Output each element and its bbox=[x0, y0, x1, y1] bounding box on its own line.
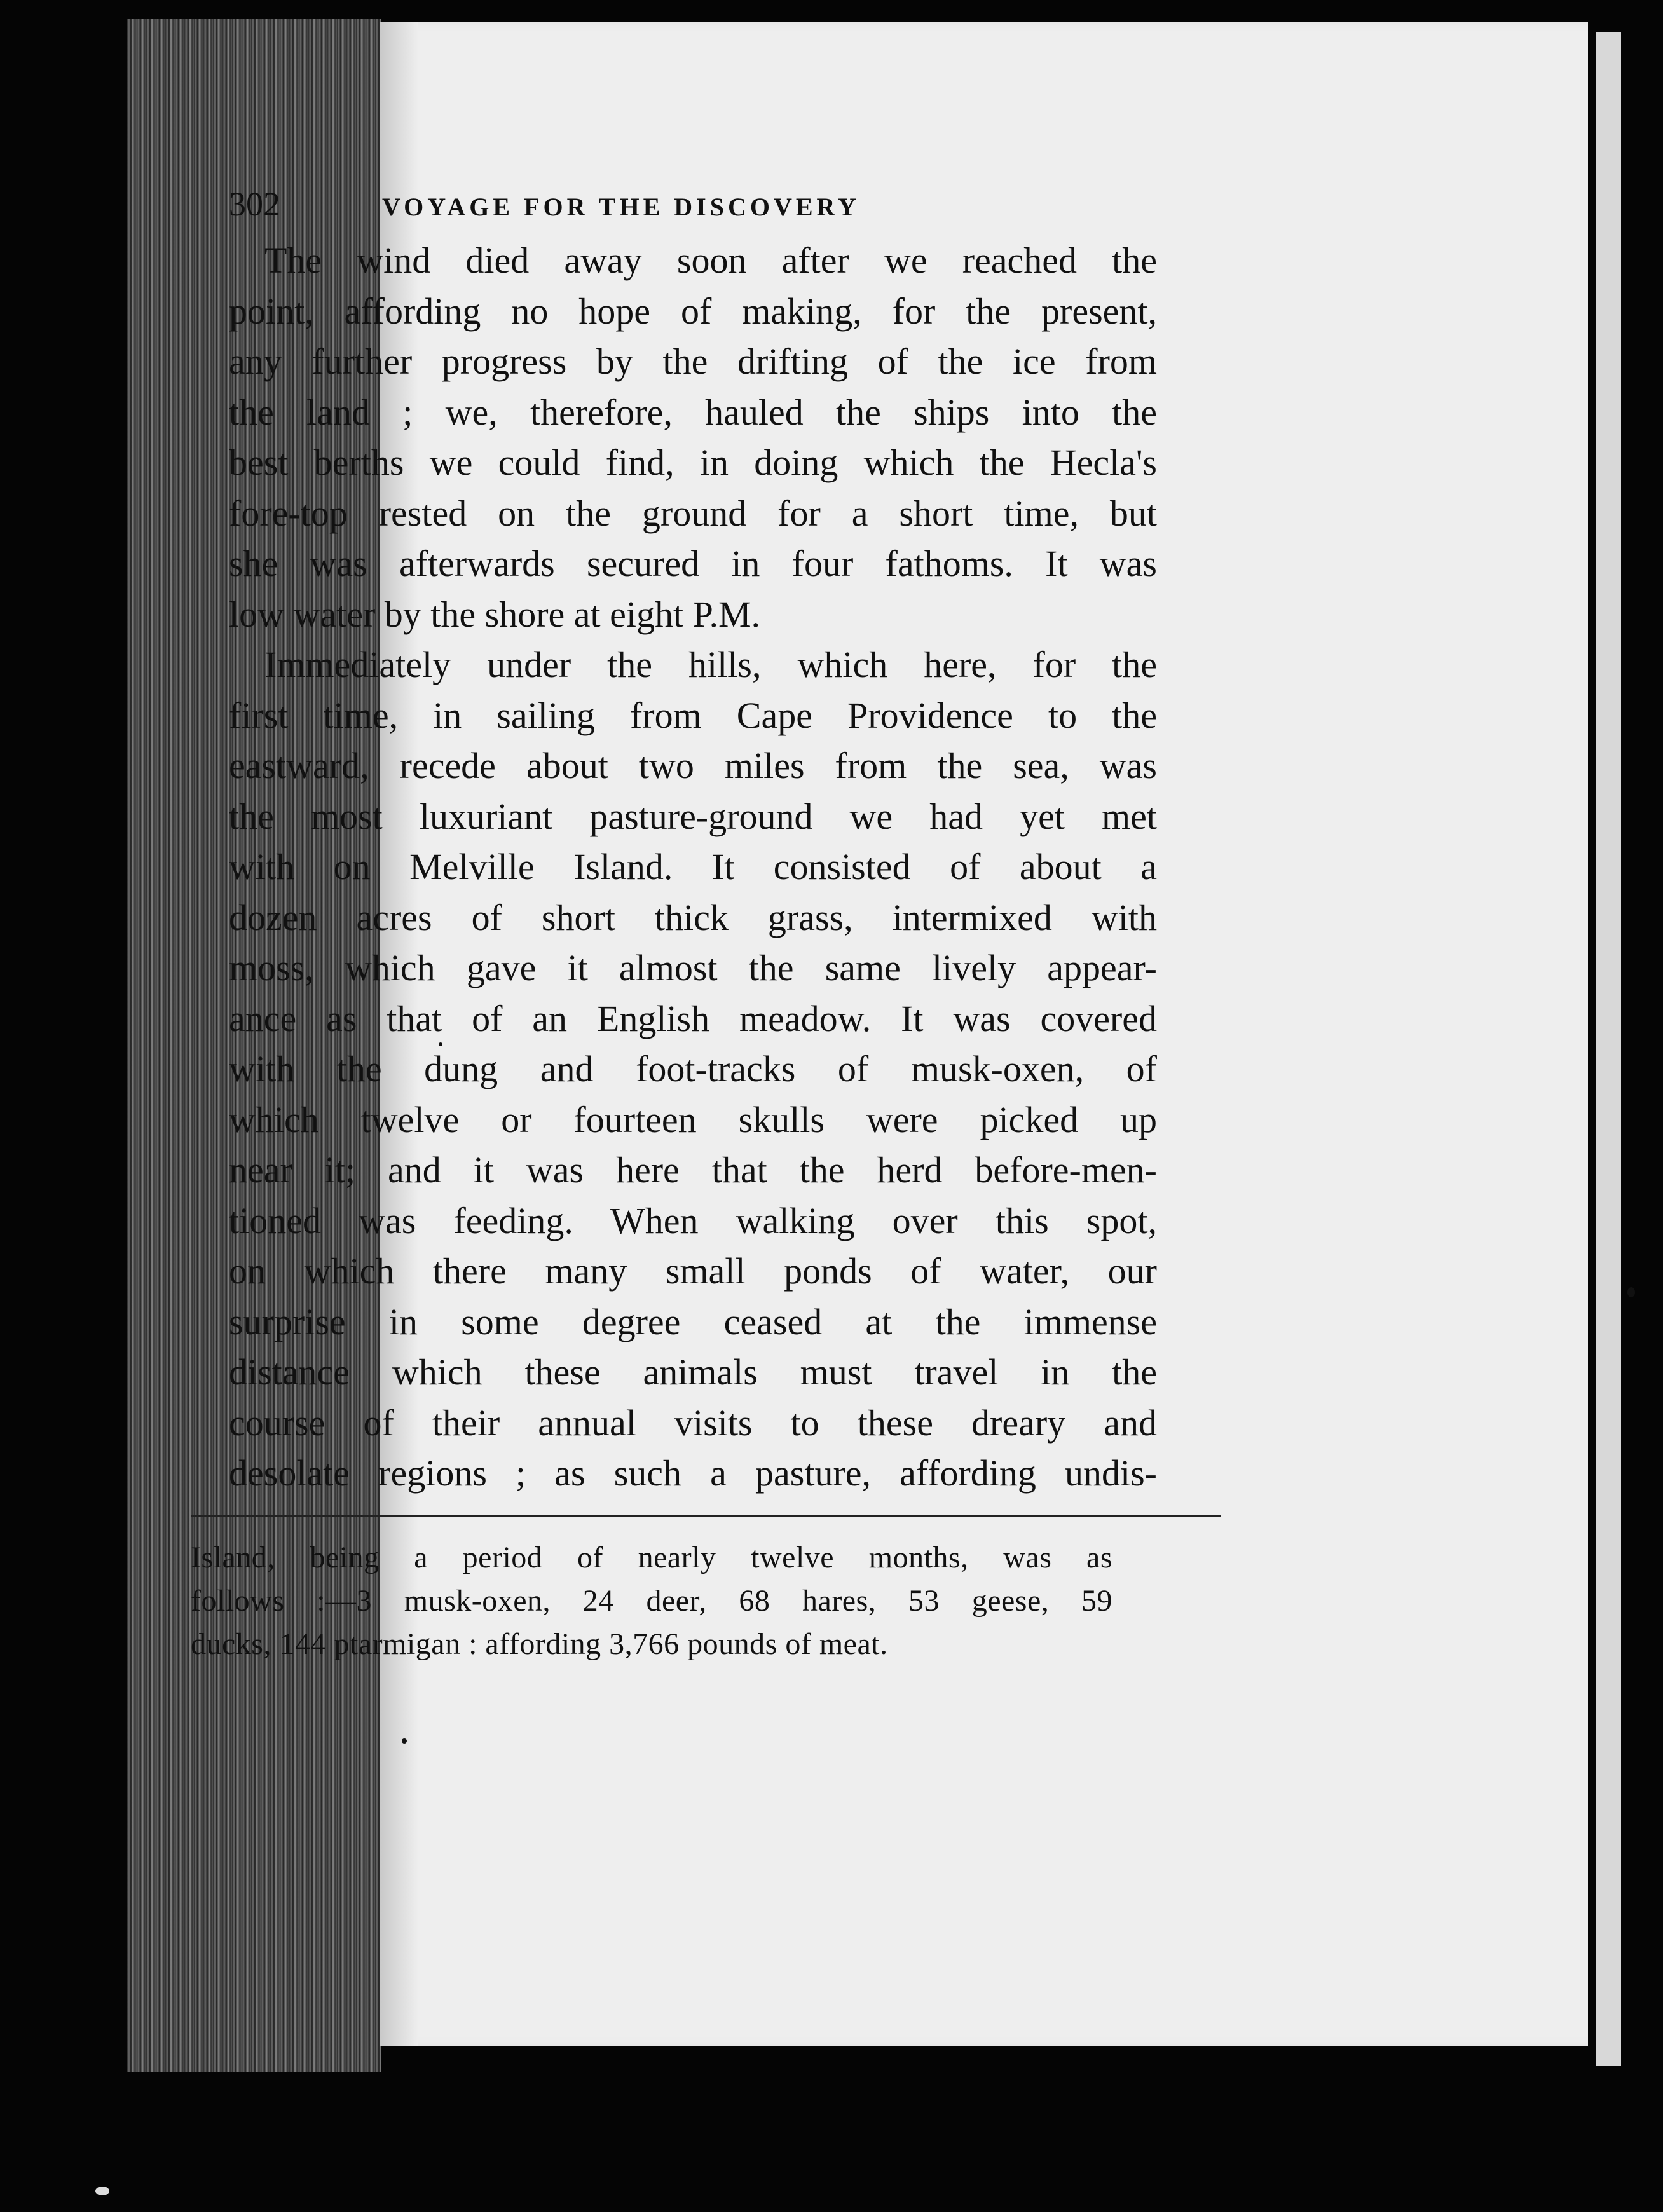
body-line: low water by the shore at eight P.M. bbox=[229, 593, 761, 635]
body-line: which twelve or fourteen skulls were picked up bbox=[229, 1098, 1157, 1140]
body-line: the most luxuriant pasture-ground we had yet met bbox=[229, 795, 1157, 837]
footnote-line: ducks, 144 ptarmigan : affording 3,766 pounds of meat. bbox=[191, 1627, 888, 1661]
scan-speck bbox=[1627, 1287, 1635, 1297]
body-line: desolate regions ; as such a pasture, affording undis- bbox=[229, 1452, 1157, 1494]
body-line: with on Melville Island. It consisted of about a bbox=[229, 846, 1157, 887]
body-line: The wind died away soon after we reached the bbox=[264, 240, 1157, 281]
scan-speck bbox=[95, 2187, 109, 2195]
body-line: surprise in some degree ceased at the immense bbox=[229, 1301, 1157, 1342]
body-line: with the dung and foot-tracks of musk-oxen, of bbox=[229, 1048, 1157, 1089]
footnote-line: Island, being a period of nearly twelve months, was as bbox=[191, 1540, 1112, 1574]
body-line: on which there many small ponds of water, our bbox=[229, 1250, 1157, 1292]
body-line: Immediately under the hills, which here, for the bbox=[264, 644, 1157, 685]
footnote-line: follows :—3 musk-oxen, 24 deer, 68 hares, 53 geese, 59 bbox=[191, 1583, 1112, 1618]
body-text bbox=[229, 235, 1157, 1499]
page-number: 302 bbox=[229, 185, 280, 223]
body-line: fore-top rested on the ground for a short time, but bbox=[229, 492, 1157, 534]
body-line: eastward, recede about two miles from the sea, was bbox=[229, 745, 1157, 786]
footnote bbox=[191, 1536, 1112, 1666]
body-line: best berths we could find, in doing which the Hecla's bbox=[229, 442, 1157, 483]
body-line: first time, in sailing from Cape Providence to the bbox=[229, 694, 1157, 736]
body-line: distance which these animals must travel in the bbox=[229, 1351, 1157, 1393]
body-line: point, affording no hope of making, for the present, bbox=[229, 290, 1157, 332]
body-line: ance as that of an English meadow. It was covered bbox=[229, 997, 1157, 1039]
body-line: she was afterwards secured in four fathoms. It was bbox=[229, 543, 1157, 584]
body-line: near it; and it was here that the herd before-men- bbox=[229, 1149, 1157, 1191]
scan-speck bbox=[402, 1738, 407, 1744]
body-line: tioned was feeding. When walking over this spot, bbox=[229, 1199, 1157, 1241]
scan-speck bbox=[439, 1042, 442, 1046]
next-page-edge bbox=[1596, 32, 1621, 2066]
page-header bbox=[229, 184, 1157, 235]
footnote-rule bbox=[191, 1515, 1221, 1517]
body-line: moss, which gave it almost the same lively appear- bbox=[229, 947, 1157, 988]
running-head: VOYAGE FOR THE DISCOVERY bbox=[382, 193, 860, 221]
body-line: the land ; we, therefore, hauled the ships into the bbox=[229, 391, 1157, 433]
body-line: any further progress by the drifting of the ice from bbox=[229, 341, 1157, 382]
body-line: dozen acres of short thick grass, intermixed with bbox=[229, 896, 1157, 938]
page-text bbox=[191, 184, 1157, 1666]
body-line: course of their annual visits to these dreary and bbox=[229, 1402, 1157, 1444]
